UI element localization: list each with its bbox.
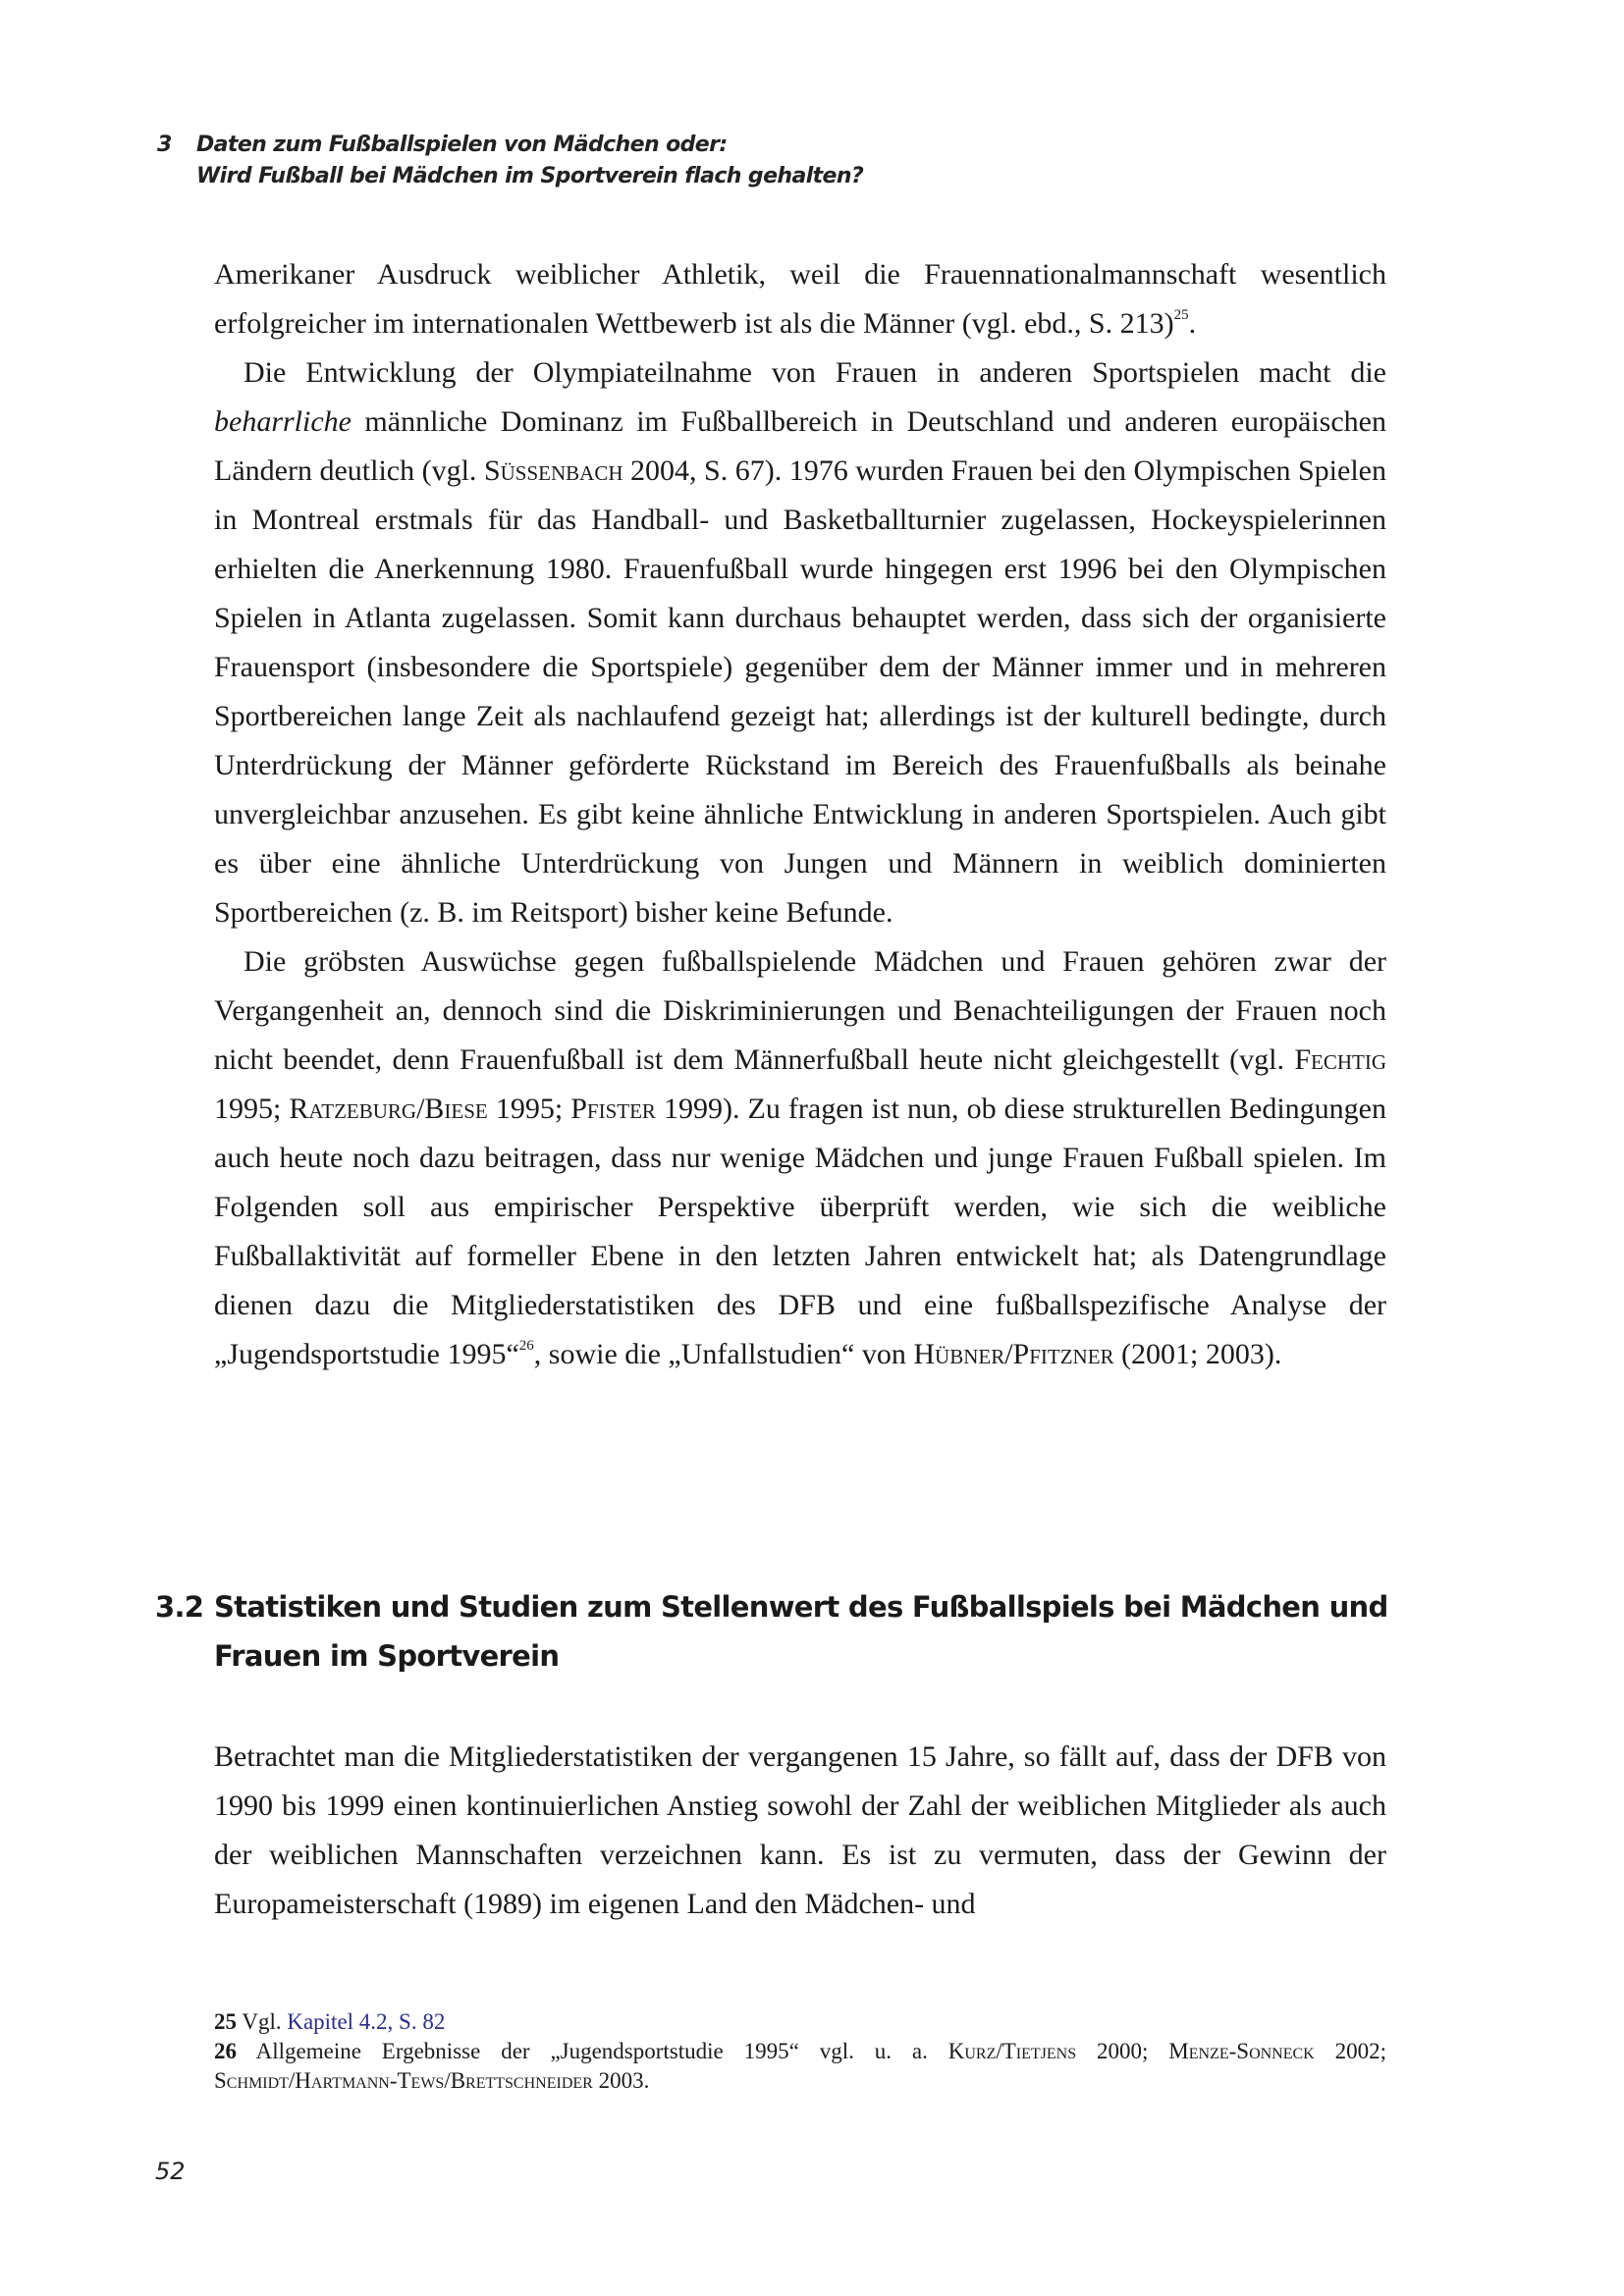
paragraph <box>214 348 1386 937</box>
paragraph-text: 1999). Zu fragen ist nun, ob diese strukturellen Bedingungen auch heute noch dazu beitragen, dass nur wenige Mädchen und junge Frauen Fußball spielen. Im Folgenden soll aus empirischer Perspektive überprüft werden, wie sich die weibliche Fußballaktivität auf formeller Ebene in den letzten Jahren entwickelt hat; als Datengrundlage dienen dazu die Mitgliederstatistiken des DFB und eine fußballspezifische Analyse der „Jugendsportstudie 1995“ <box>214 1093 1387 1370</box>
citation-author: Schmidt/Hartmann-Tews/Brettschneider <box>214 2068 593 2093</box>
citation-author: Süßenbach <box>483 454 623 487</box>
footnote-text: Vgl. <box>242 2009 288 2034</box>
paragraph-text: Die gröbsten Auswüchse gegen fußballspielende Mädchen und Frauen gehören zwar der Vergangenheit an, dennoch sind die Diskriminierungen und Benachteiligungen der Frauen noch nicht beendet, denn Frauenfußball ist dem Männerfußball heute nicht gleichgestellt (vgl. <box>214 945 1386 1076</box>
footnotes <box>214 2007 1386 2096</box>
paragraph-text: , sowie die „Unfallstudien“ von <box>533 1338 914 1370</box>
paragraph <box>214 250 1386 348</box>
paragraph-text: 2004, S. 67). 1976 wurden Frauen bei den Olympischen Spielen in Montreal erstmals für das Handball- und Basketballturnier zugelassen, Hockeyspielerinnen erhielten die Anerkennung 1980. Frauenfußball wurde hingegen erst 1996 bei den Olympischen Spielen in Atlanta zugelassen. Somit kann durchaus behauptet werden, dass sich der organisierte Frauensport (insbesondere die Sportspiele) gegenüber dem der Männer immer und in mehreren Sportbereichen lange Zeit als nachlaufend gezeigt hat; allerdings ist der kulturell bedingte, durch Unterdrückung der Männer geförderte Rückstand im Bereich des Frauenfußballs als beinahe unvergleichbar anzusehen. Es gibt keine ähnliche Entwicklung in anderen Sportspielen. Auch gibt es über eine ähnliche Unterdrückung von Jungen und Männern in weiblich dominierten Sportbereichen (z. B. im Reitsport) bisher keine Befunde. <box>214 454 1386 929</box>
footnote-ref-25[interactable]: 25 <box>1173 307 1189 323</box>
footnote-text: Allgemeine Ergebnisse der „Jugendsportstudie 1995“ vgl. u. a. <box>255 2039 948 2063</box>
footnote-text: 2002; <box>1314 2039 1387 2063</box>
section-number: 3.2 <box>155 1590 204 1624</box>
paragraph: Betrachtet man die Mitgliederstatistiken der vergangenen 15 Jahre, so fällt auf, dass der DFB von 1990 bis 1999 einen kontinuierlichen Anstieg sowohl der Zahl der weiblichen Mitglieder als auch der weiblichen Mannschaften verzeichnen kann. Es ist zu vermuten, dass der Gewinn der Europameisterschaft (1989) im eigenen Land den Mädchen- und <box>214 1740 1386 1920</box>
footnote-25 <box>214 2007 1386 2037</box>
emphasis: beharrliche <box>214 405 352 438</box>
footnote-text: 2003. <box>592 2068 650 2093</box>
citation-author: Fechtig <box>1294 1043 1386 1076</box>
paragraph-text: 1995; <box>487 1093 571 1125</box>
citation-author: Ratzeburg/Biese <box>289 1093 488 1125</box>
paragraph <box>214 937 1386 1379</box>
footnote-26 <box>214 2037 1386 2096</box>
chapter-title-line-2: Wird Fußball bei Mädchen im Sportverein flach gehalten? <box>196 164 864 188</box>
paragraph-text: (2001; 2003). <box>1113 1338 1282 1370</box>
footnote-ref-26[interactable]: 26 <box>518 1338 534 1354</box>
footnote-number: 25 <box>214 2009 237 2034</box>
chapter-link[interactable]: Kapitel 4.2, S. 82 <box>287 2009 446 2034</box>
paragraph-text: Die Entwicklung der Olympiateilnahme von Frauen in anderen Sportspielen macht die <box>244 356 1386 389</box>
citation-author: Pfister <box>570 1093 656 1125</box>
paragraph-text: . <box>1188 307 1197 340</box>
body-text-block-2 <box>214 1733 1386 1929</box>
footnote-text: 2000; <box>1076 2039 1169 2063</box>
paragraph-text: Amerikaner Ausdruck weiblicher Athletik, weil die Frauennationalmannschaft wesentlich erfolgreicher im internationalen Wettbewerb ist als die Männer (vgl. ebd., S. 213) <box>214 258 1386 340</box>
page-number: 52 <box>155 2158 186 2185</box>
body-text-block-1 <box>214 250 1386 1379</box>
citation-author: Menze-Sonneck <box>1168 2039 1315 2063</box>
citation-author: Hübner/Pfitzner <box>913 1338 1114 1370</box>
citation-author: Kurz/Tietjens <box>947 2039 1077 2063</box>
section-title: Statistiken und Studien zum Stellenwert des Fußballspiels bei Mädchen und Frauen im Sportverein <box>214 1590 1388 1673</box>
section-heading <box>155 1582 1392 1681</box>
paragraph-text: 1995; <box>214 1093 290 1125</box>
running-head <box>157 130 863 192</box>
running-head-line-1 <box>157 130 863 161</box>
chapter-title-line-1: Daten zum Fußballspielen von Mädchen oder: <box>196 133 728 157</box>
paragraph-text: männliche Dominanz im Fußballbereich in Deutschland und anderen europäischen Ländern deutlich (vgl. <box>214 405 1386 487</box>
chapter-number: 3 <box>157 133 172 157</box>
footnote-number: 26 <box>214 2039 237 2063</box>
